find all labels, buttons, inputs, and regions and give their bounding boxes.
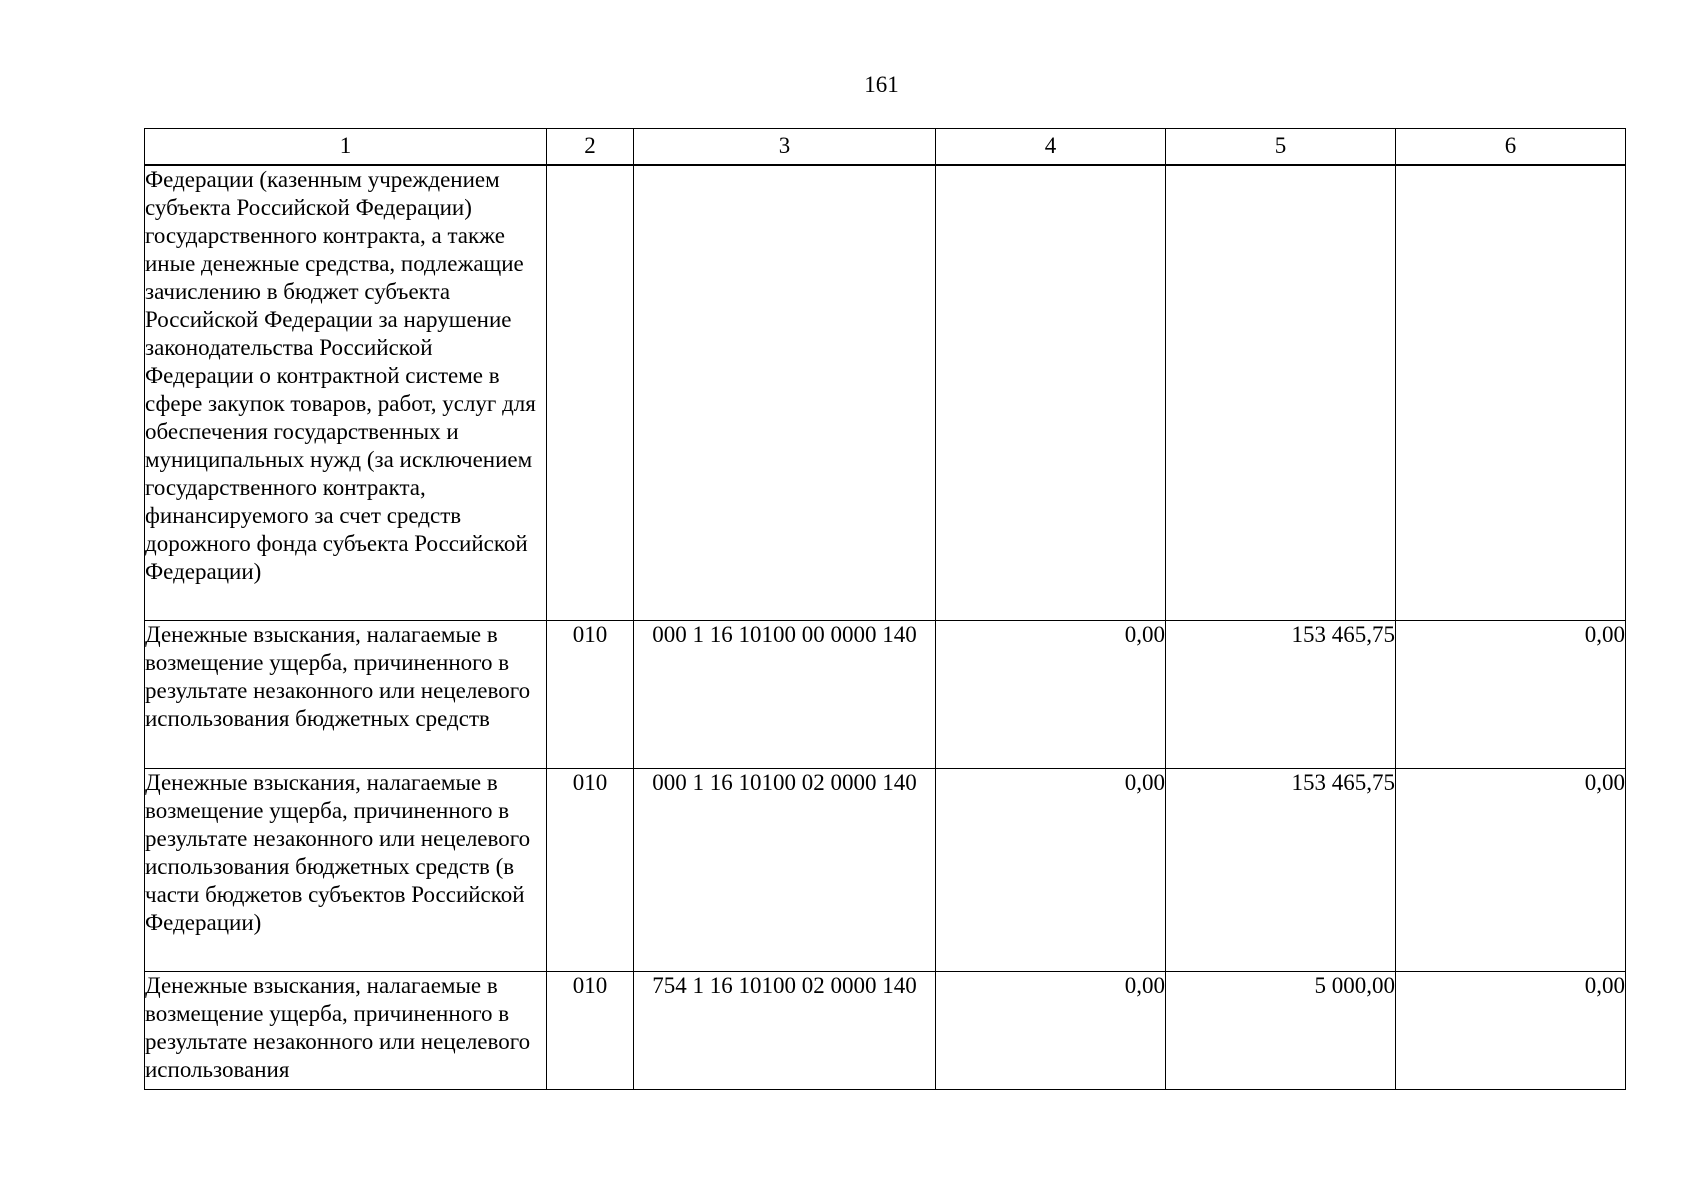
admin-code-cell: 010	[547, 972, 634, 1090]
budget-code-cell: 000 1 16 10100 02 0000 140	[634, 769, 936, 972]
value-col4-cell: 0,00	[936, 972, 1166, 1090]
table-row	[145, 769, 1626, 972]
admin-code-cell: 010	[547, 769, 634, 972]
page-number: 161	[864, 72, 899, 97]
row-name-cell: Федерации (казенным учреждением субъекта Российской Федерации) государственного контракта, а также иные денежные средства, подлежащие зачислению в бюджет субъекта Российской Федерации за нарушение законодательства Российской Федерации о контрактной системе в сфере закупок товаров, работ, услуг для обеспечения государственных и муниципальных нужд (за исключением государственного контракта, финансируемого за счет средств дорожного фонда субъекта Российской Федерации)	[145, 165, 547, 621]
value-col6-cell: 0,00	[1396, 972, 1626, 1090]
admin-code-cell	[547, 165, 634, 621]
value-col5-cell: 153 465,75	[1166, 769, 1396, 972]
column-header-1: 1	[145, 129, 547, 166]
budget-code-cell	[634, 165, 936, 621]
value-col5-cell	[1166, 165, 1396, 621]
header-row	[145, 129, 1626, 166]
column-header-2: 2	[547, 129, 634, 166]
value-col4-cell: 0,00	[936, 769, 1166, 972]
row-name-cell: Денежные взыскания, налагаемые в возмещение ущерба, причиненного в результате незаконного или нецелевого использования	[145, 972, 547, 1090]
value-col6-cell: 0,00	[1396, 769, 1626, 972]
budget-code-cell: 754 1 16 10100 02 0000 140	[634, 972, 936, 1090]
value-col6-cell	[1396, 165, 1626, 621]
budget-table	[144, 128, 1626, 1090]
table-row	[145, 972, 1626, 1090]
table-row	[145, 621, 1626, 769]
row-name-cell: Денежные взыскания, налагаемые в возмещение ущерба, причиненного в результате незаконного или нецелевого использования бюджетных средств	[145, 621, 547, 769]
table-row	[145, 165, 1626, 621]
admin-code-cell: 010	[547, 621, 634, 769]
column-header-3: 3	[634, 129, 936, 166]
value-col5-cell: 5 000,00	[1166, 972, 1396, 1090]
value-col5-cell: 153 465,75	[1166, 621, 1396, 769]
column-header-4: 4	[936, 129, 1166, 166]
column-header-5: 5	[1166, 129, 1396, 166]
value-col4-cell: 0,00	[936, 621, 1166, 769]
value-col4-cell	[936, 165, 1166, 621]
value-col6-cell: 0,00	[1396, 621, 1626, 769]
column-header-6: 6	[1396, 129, 1626, 166]
row-name-cell: Денежные взыскания, налагаемые в возмещение ущерба, причиненного в результате незаконного или нецелевого использования бюджетных средств (в части бюджетов субъектов Российской Федерации)	[145, 769, 547, 972]
budget-code-cell: 000 1 16 10100 00 0000 140	[634, 621, 936, 769]
